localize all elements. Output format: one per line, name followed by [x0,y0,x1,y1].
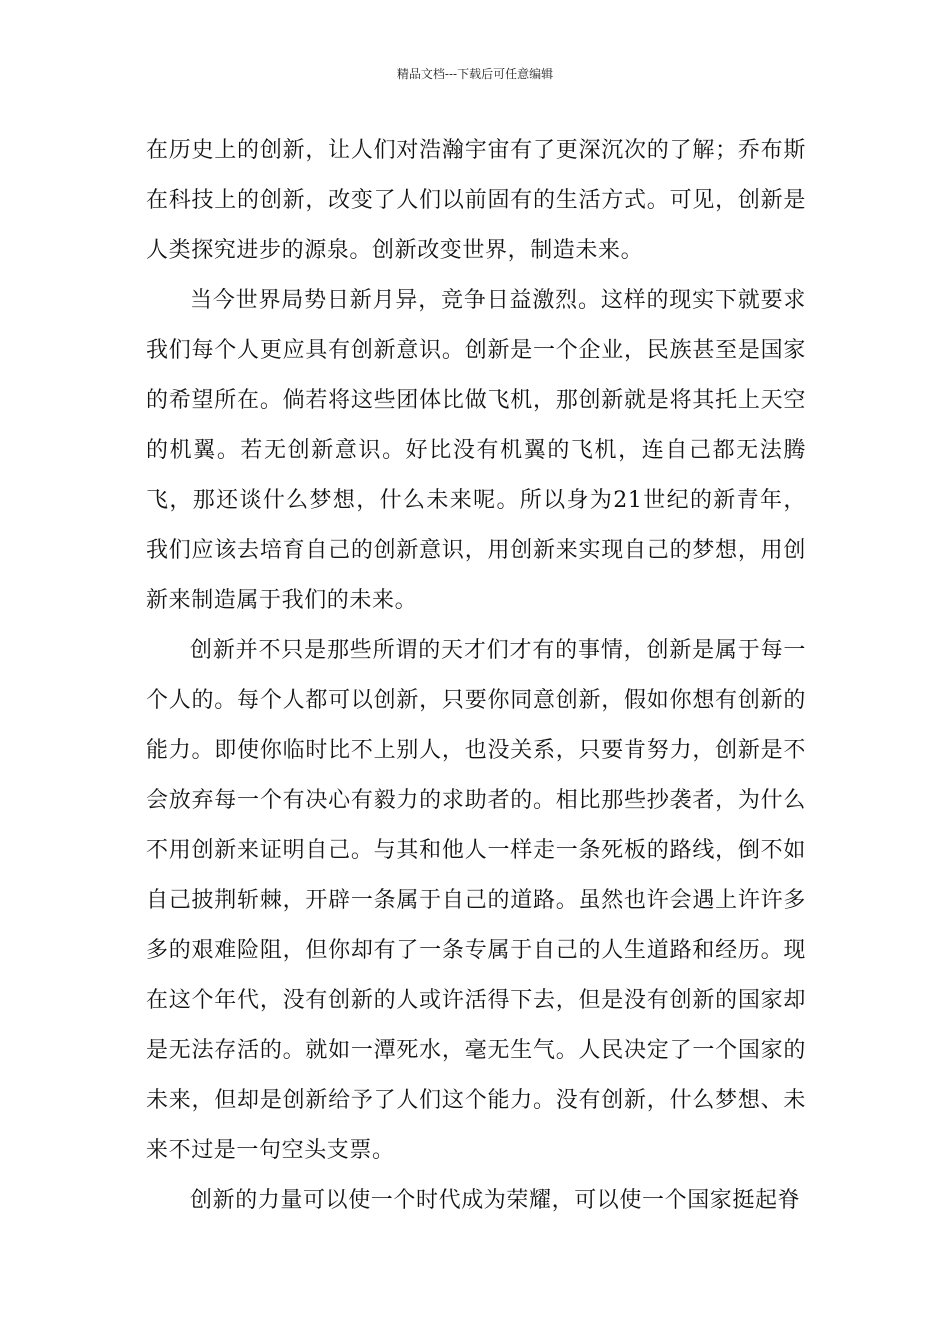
paragraph-2: 当今世界局势日新月异，竞争日益激烈。这样的现实下就要求我们每个人更应具有创新意识。创新是一个企业，民族甚至是国家的希望所在。倘若将这些团体比做飞机，那创新就是将其托上天空的机翼。若无创新意识。好比没有机翼的飞机，连自己都无法腾飞，那还谈什么梦想，什么未来呢。所以身为21世纪的新青年，我们应该去培育自己的创新意识，用创新来实现自己的梦想，用创新来制造属于我们的未来。 [146,288,806,613]
page-header: 精品文档---下载后可任意编辑 [396,67,554,81]
document-body [146,126,806,1226]
paragraph-4: 创新的力量可以使一个时代成为荣耀，可以使一个国家挺起脊 [190,1188,801,1213]
paragraph-1: 在历史上的创新，让人们对浩瀚宇宙有了更深沉次的了解；乔布斯在科技上的创新，改变了人们以前固有的生活方式。可见，创新是人类探究进步的源泉。创新改变世界，制造未来。 [146,138,806,263]
paragraph-3: 创新并不只是那些所谓的天才们才有的事情，创新是属于每一个人的。每个人都可以创新，只要你同意创新，假如你想有创新的能力。即使你临时比不上别人，也没关系，只要肯努力，创新是不会放弃每一个有决心有毅力的求助者的。相比那些抄袭者，为什么不用创新来证明自己。与其和他人一样走一条死板的路线，倒不如自己披荆斩棘，开辟一条属于自己的道路。虽然也许会遇上许许多多的艰难险阻，但你却有了一条专属于自己的人生道路和经历。现在这个年代，没有创新的人或许活得下去，但是没有创新的国家却是无法存活的。就如一潭死水，毫无生气。人民决定了一个国家的未来，但却是创新给予了人们这个能力。没有创新，什么梦想、未来不过是一句空头支票。 [146,638,806,1163]
